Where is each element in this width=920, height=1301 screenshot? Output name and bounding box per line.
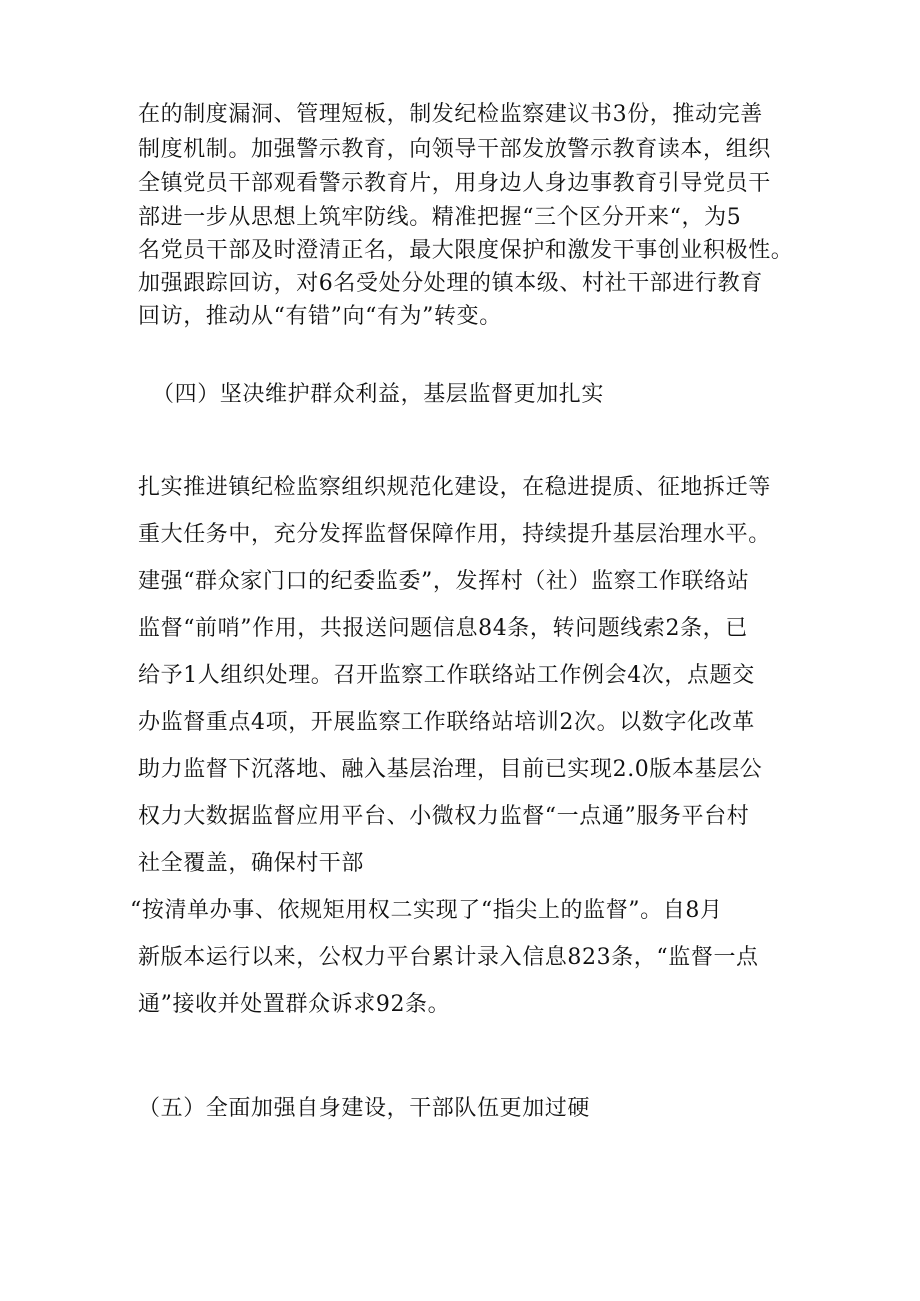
text-line: “按清单办事、依规矩用权二实现了“指尖上的监督”。自8月 — [130, 898, 723, 923]
text-line: 重大任务中，充分发挥监督保障作用，持续提升基层治理水平。 — [138, 522, 771, 547]
text-line: 扎实推进镇纪检监察组织规范化建设，在稳进提质、征地拆迁等 — [138, 475, 771, 500]
text-line: 名党员干部及时澄清正名，最大限度保护和激发干事创业积极性。 — [138, 238, 794, 263]
text-line: 监督“前哨”作用，共报送问题信息84条，转问题线索2条，已 — [138, 616, 748, 641]
section-heading-5: （五）全面加强自身建设，干部队伍更加过硬 — [138, 1096, 591, 1121]
text-line: 部进一步从思想上筑牢防线。精准把握“三个区分开来“，为5 — [138, 205, 742, 230]
text-line: 社全覆盖，确保村干部 — [138, 851, 365, 876]
text-line: 建强“群众家门口的纪委监委”，发挥村（社）监察工作联络站 — [138, 569, 750, 594]
text-line: 在的制度漏洞、管理短板，制发纪检监察建议书3份，推动完善 — [138, 102, 763, 127]
text-line: 通”接收并处置群众诉求92条。 — [138, 992, 451, 1017]
text-line: 办监督重点4项，开展监察工作联络站培训2次。以数字化改革 — [138, 710, 755, 735]
text-line: 全镇党员干部观看警示教育片，用身边人身边事教育引导党员干 — [138, 171, 771, 196]
text-line: 给予1人组织处理。召开监察工作联络站工作例会4次，点题交 — [138, 663, 755, 688]
section-heading-4: （四）坚决维护群众利益，基层监督更加扎实 — [152, 382, 605, 407]
text-line: 助力监督下沉落地、融入基层治理，目前已实现2.0版本基层公 — [138, 757, 763, 782]
text-line: 回访，推动从“有错”向“有为”转变。 — [138, 304, 502, 329]
text-line: 新版本运行以来，公权力平台累计录入信息823条，“监督一点 — [138, 945, 759, 970]
text-line: 权力大数据监督应用平台、小微权力监督“一点通”服务平台村 — [138, 804, 750, 829]
text-line: 加强跟踪回访，对6名受处分处理的镇本级、村社干部进行教育 — [138, 271, 763, 296]
text-line: 制度机制。加强警示教育，向领导干部发放警示教育读本，组织 — [138, 137, 771, 162]
